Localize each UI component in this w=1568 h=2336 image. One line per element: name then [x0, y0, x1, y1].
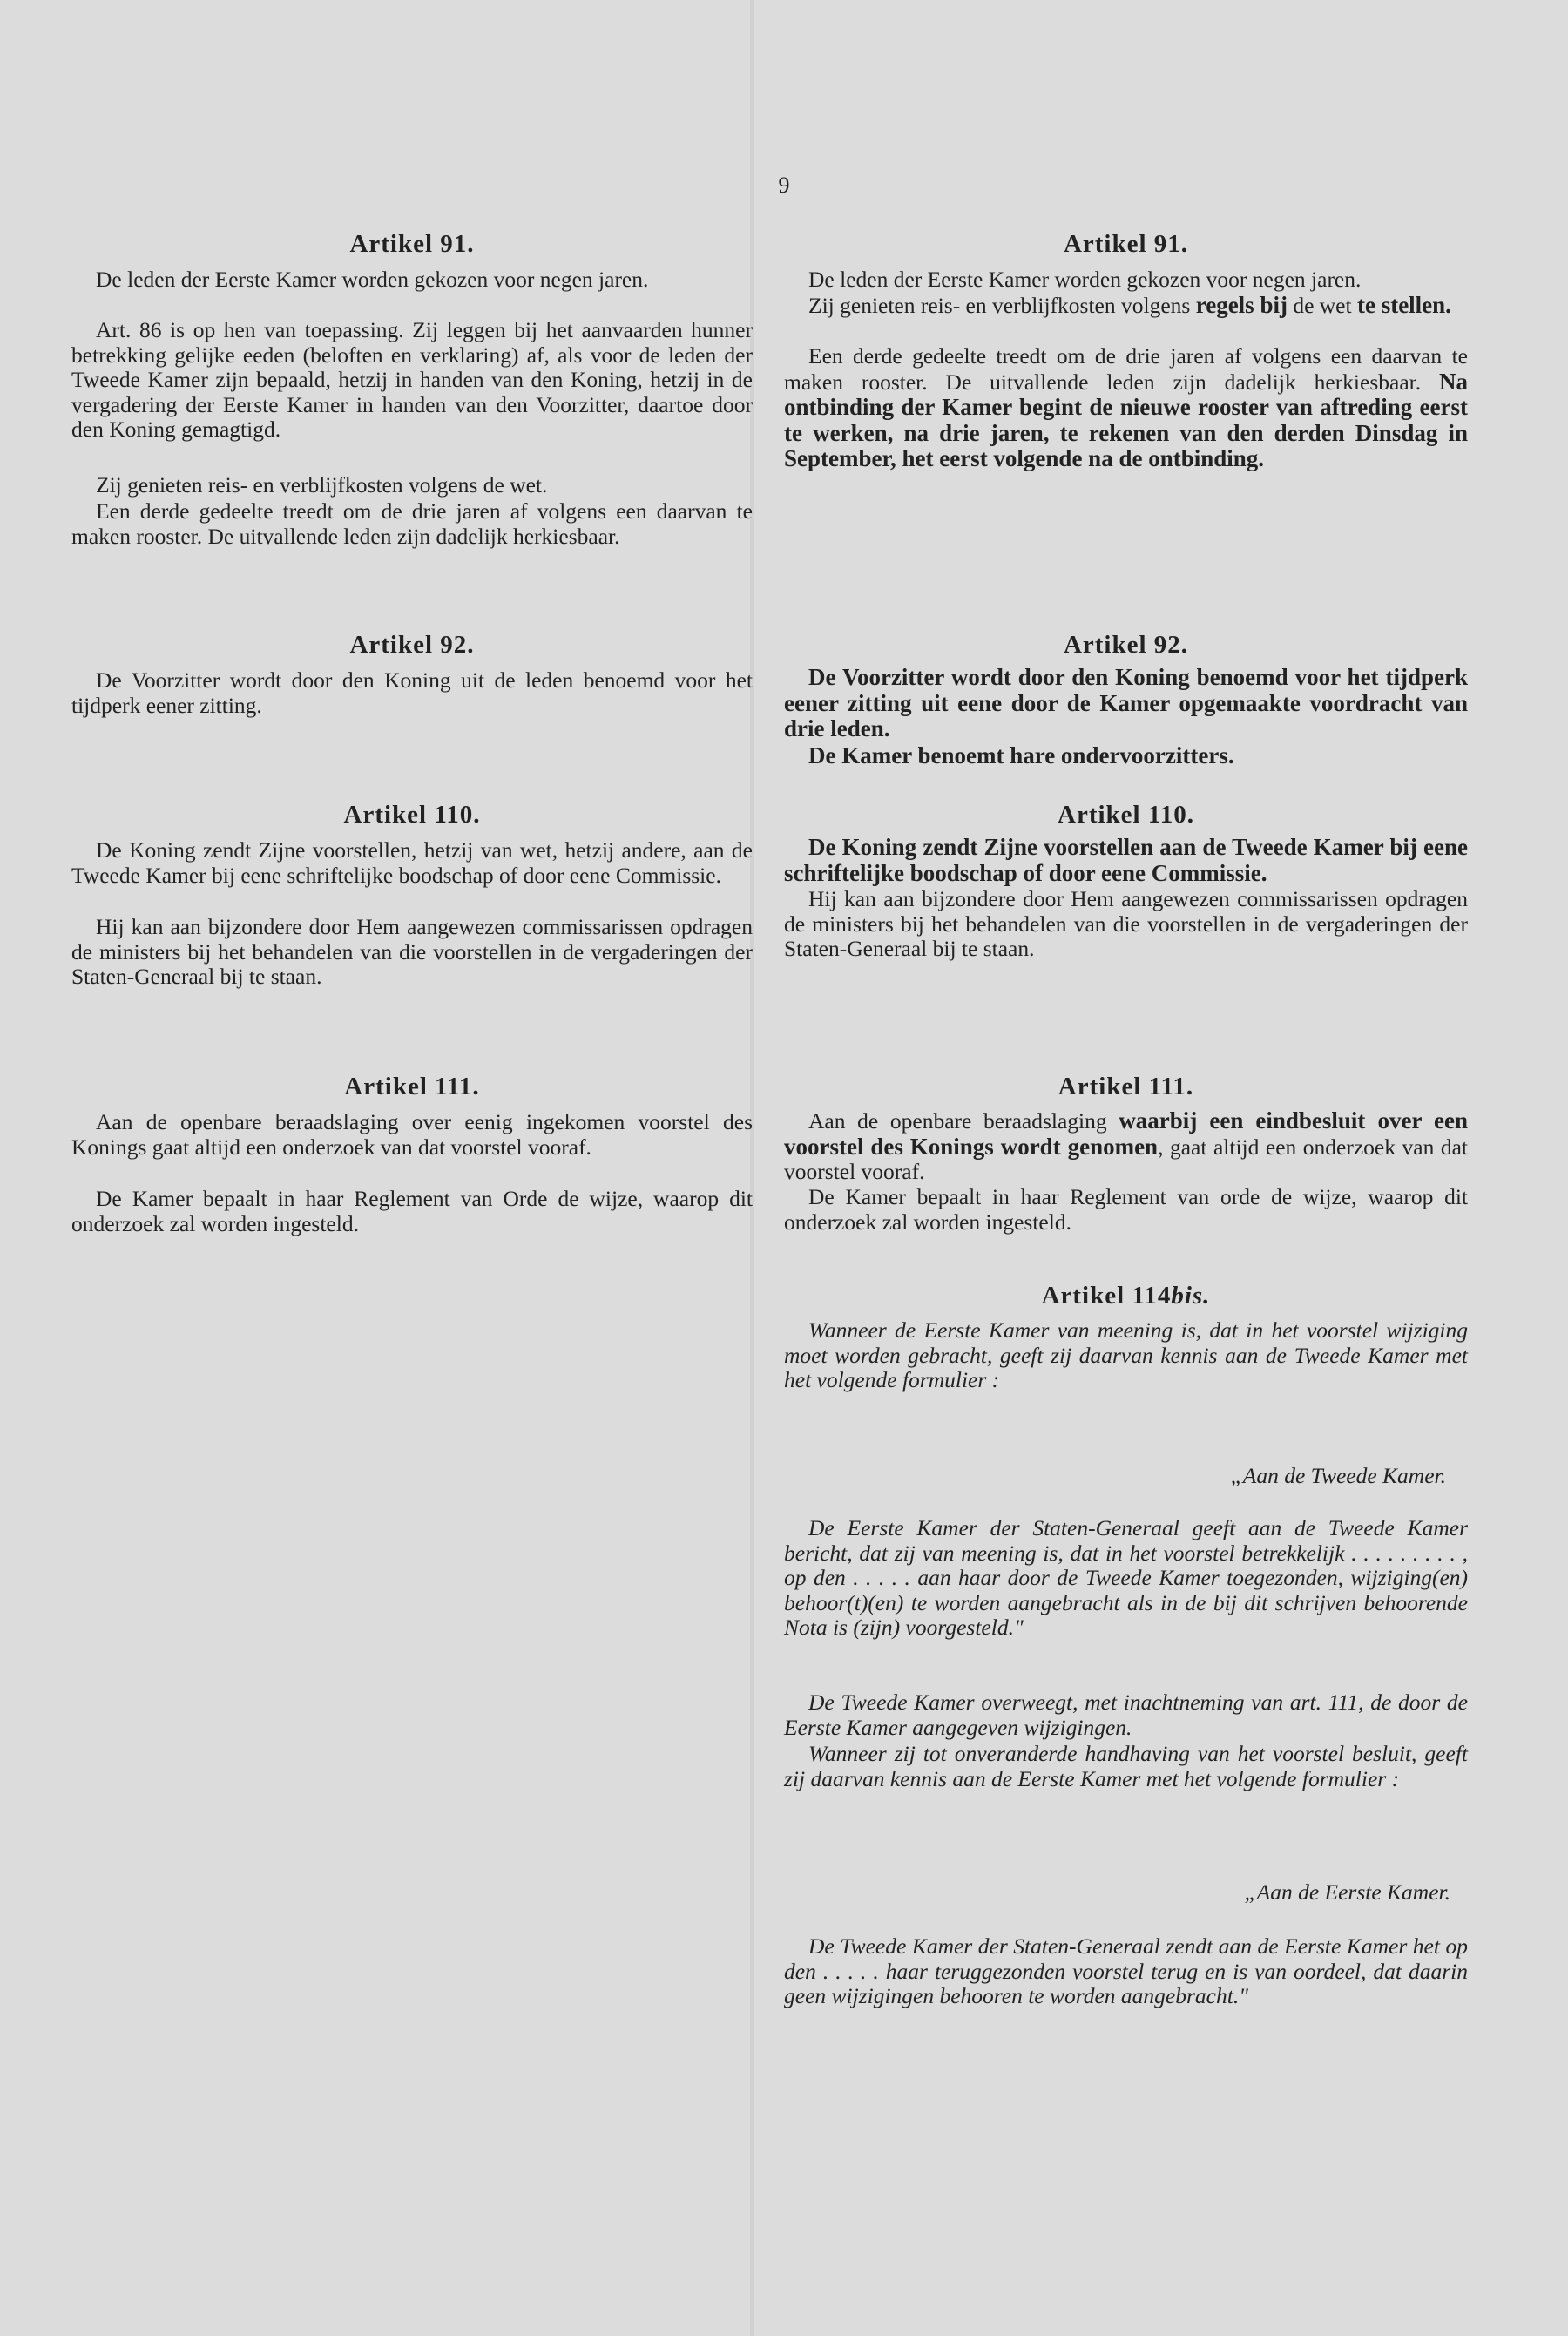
- right-artikel-110-heading: Artikel 110.: [1058, 801, 1194, 829]
- right-artikel-114bis-heading: Artikel 114bis.: [1041, 1282, 1211, 1310]
- left-artikel-110-heading: Artikel 110.: [343, 801, 481, 829]
- left-artikel-91-paragraph-2: Art. 86 is op hen van toepassing. Zij leggen bij het aanvaarden hunner betrekking gelijke eeden (beloften en verklaring) af, als voor de leden der Tweede Kamer zijn bepaald, hetzij in handen van den Koning, hetzij in de vergadering der Eerste Kamer in handen van den Voorzitter, daartoe door den Koning gemagtigd.: [71, 317, 753, 443]
- left-artikel-91-paragraph-3: Zij genieten reis- en verblijfkosten volgens de wet.: [96, 472, 548, 498]
- right-address-eerste-kamer: „Aan de Eerste Kamer.: [1244, 1879, 1450, 1905]
- right-artikel-114bis-form-1: De Eerste Kamer der Staten-Generaal geeft aan de Tweede Kamer bericht, dat zij van meening is, dat in het voorstel betrekkelijk . . . . . . . . . , op den . . . . . aan haar door de Tweede Kamer toegezonden, wijziging(en) behoor(t)(en) te worden aangebracht als in de bij dit schrijven behoorende Nota is (zijn) voorgesteld.": [784, 1515, 1468, 1641]
- right-address-tweede-kamer: „Aan de Tweede Kamer.: [1230, 1463, 1446, 1488]
- right-artikel-111-paragraph-2: De Kamer bepaalt in haar Reglement van orde de wijze, waarop dit onderzoek zal worden ingesteld.: [784, 1184, 1468, 1235]
- right-artikel-91-heading: Artikel 91.: [1063, 230, 1189, 258]
- right-artikel-114bis-paragraph-1: Wanneer de Eerste Kamer van meening is, dat in het voorstel wijziging moet worden gebracht, geeft zij daarvan kennis aan de Tweede Kamer met het volgende formulier :: [784, 1317, 1468, 1393]
- left-artikel-92-paragraph-1: De Voorzitter wordt door den Koning uit de leden benoemd voor het tijdperk eener zitting.: [71, 667, 753, 718]
- right-artikel-91-paragraph-3: Een derde gedeelte treedt om de drie jaren af volgens een daarvan te maken rooster. De uitvallende leden zijn dadelijk herkiesbaar. Na ontbinding der Kamer begint de nieuwe rooster van aftreding eerst te werken, na drie jaren, te rekenen van den derden Dinsdag in September, het eerst volgende na de ontbinding.: [784, 343, 1468, 472]
- right-artikel-91-paragraph-2: Zij genieten reis- en verblijfkosten volgens regels bij de wet te stellen.: [808, 292, 1451, 318]
- right-artikel-111-heading: Artikel 111.: [1058, 1073, 1194, 1100]
- left-artikel-110-paragraph-1: De Koning zendt Zijne voorstellen, hetzij van wet, hetzij andere, aan de Tweede Kamer bij eene schriftelijke boodschap of door eene Commissie.: [71, 837, 753, 888]
- left-artikel-111-paragraph-1: Aan de openbare beraadslaging over eenig ingekomen voorstel des Konings gaat altijd een onderzoek van dat voorstel vooraf.: [71, 1109, 753, 1160]
- left-artikel-91-heading: Artikel 91.: [349, 230, 475, 258]
- right-artikel-114bis-form-2: De Tweede Kamer der Staten-Generaal zendt aan de Eerste Kamer het op den . . . . . haar teruggezonden voorstel terug en is van oordeel, dat daarin geen wijzigingen behooren te worden aangebracht.": [784, 1933, 1468, 2009]
- left-artikel-110-paragraph-2: Hij kan aan bijzondere door Hem aangewezen commissarissen opdragen de ministers bij het behandelen van die voorstellen in de vergaderingen der Staten-Generaal bij te staan.: [71, 914, 753, 990]
- right-artikel-114bis-paragraph-3: Wanneer zij tot onveranderde handhaving van het voorstel besluit, geeft zij daarvan kennis aan de Eerste Kamer met het volgende formulier :: [784, 1741, 1468, 1791]
- right-artikel-111-paragraph-1: Aan de openbare beraadslaging waarbij een eindbesluit over een voorstel des Konings wordt genomen, gaat altijd een onderzoek van dat voorstel vooraf.: [784, 1107, 1468, 1185]
- left-artikel-91-paragraph-1: De leden der Eerste Kamer worden gekozen voor negen jaren.: [96, 267, 649, 292]
- right-artikel-91-paragraph-1: De leden der Eerste Kamer worden gekozen voor negen jaren.: [808, 267, 1362, 292]
- left-artikel-111-heading: Artikel 111.: [344, 1073, 480, 1100]
- right-artikel-92-heading: Artikel 92.: [1063, 631, 1189, 659]
- page-number: 9: [778, 173, 790, 198]
- right-artikel-110-paragraph-2: Hij kan aan bijzondere door Hem aangewezen commissarissen opdragen de ministers bij het behandelen van die voorstellen in de vergaderingen der Staten-Generaal bij te staan.: [784, 886, 1468, 962]
- left-artikel-111-paragraph-2: De Kamer bepaalt in haar Reglement van Orde de wijze, waarop dit onderzoek zal worden ingesteld.: [71, 1186, 753, 1236]
- left-artikel-91-paragraph-4: Een derde gedeelte treedt om de drie jaren af volgens een daarvan te maken rooster. De uitvallende leden zijn dadelijk herkiesbaar.: [71, 498, 753, 549]
- left-artikel-92-heading: Artikel 92.: [349, 631, 475, 659]
- right-artikel-92-paragraph-1: De Voorzitter wordt door den Koning benoemd voor het tijdperk eener zitting uit eene door de Kamer opgemaakte voordracht van drie leden.: [784, 664, 1468, 742]
- right-artikel-92-paragraph-2: De Kamer benoemt hare ondervoorzitters.: [808, 742, 1234, 769]
- right-artikel-114bis-paragraph-2: De Tweede Kamer overweegt, met inachtneming van art. 111, de door de Eerste Kamer aangegeven wijzigingen.: [784, 1689, 1468, 1740]
- right-artikel-110-paragraph-1: De Koning zendt Zijne voorstellen aan de Tweede Kamer bij eene schriftelijke boodschap of door eene Commissie.: [784, 834, 1468, 886]
